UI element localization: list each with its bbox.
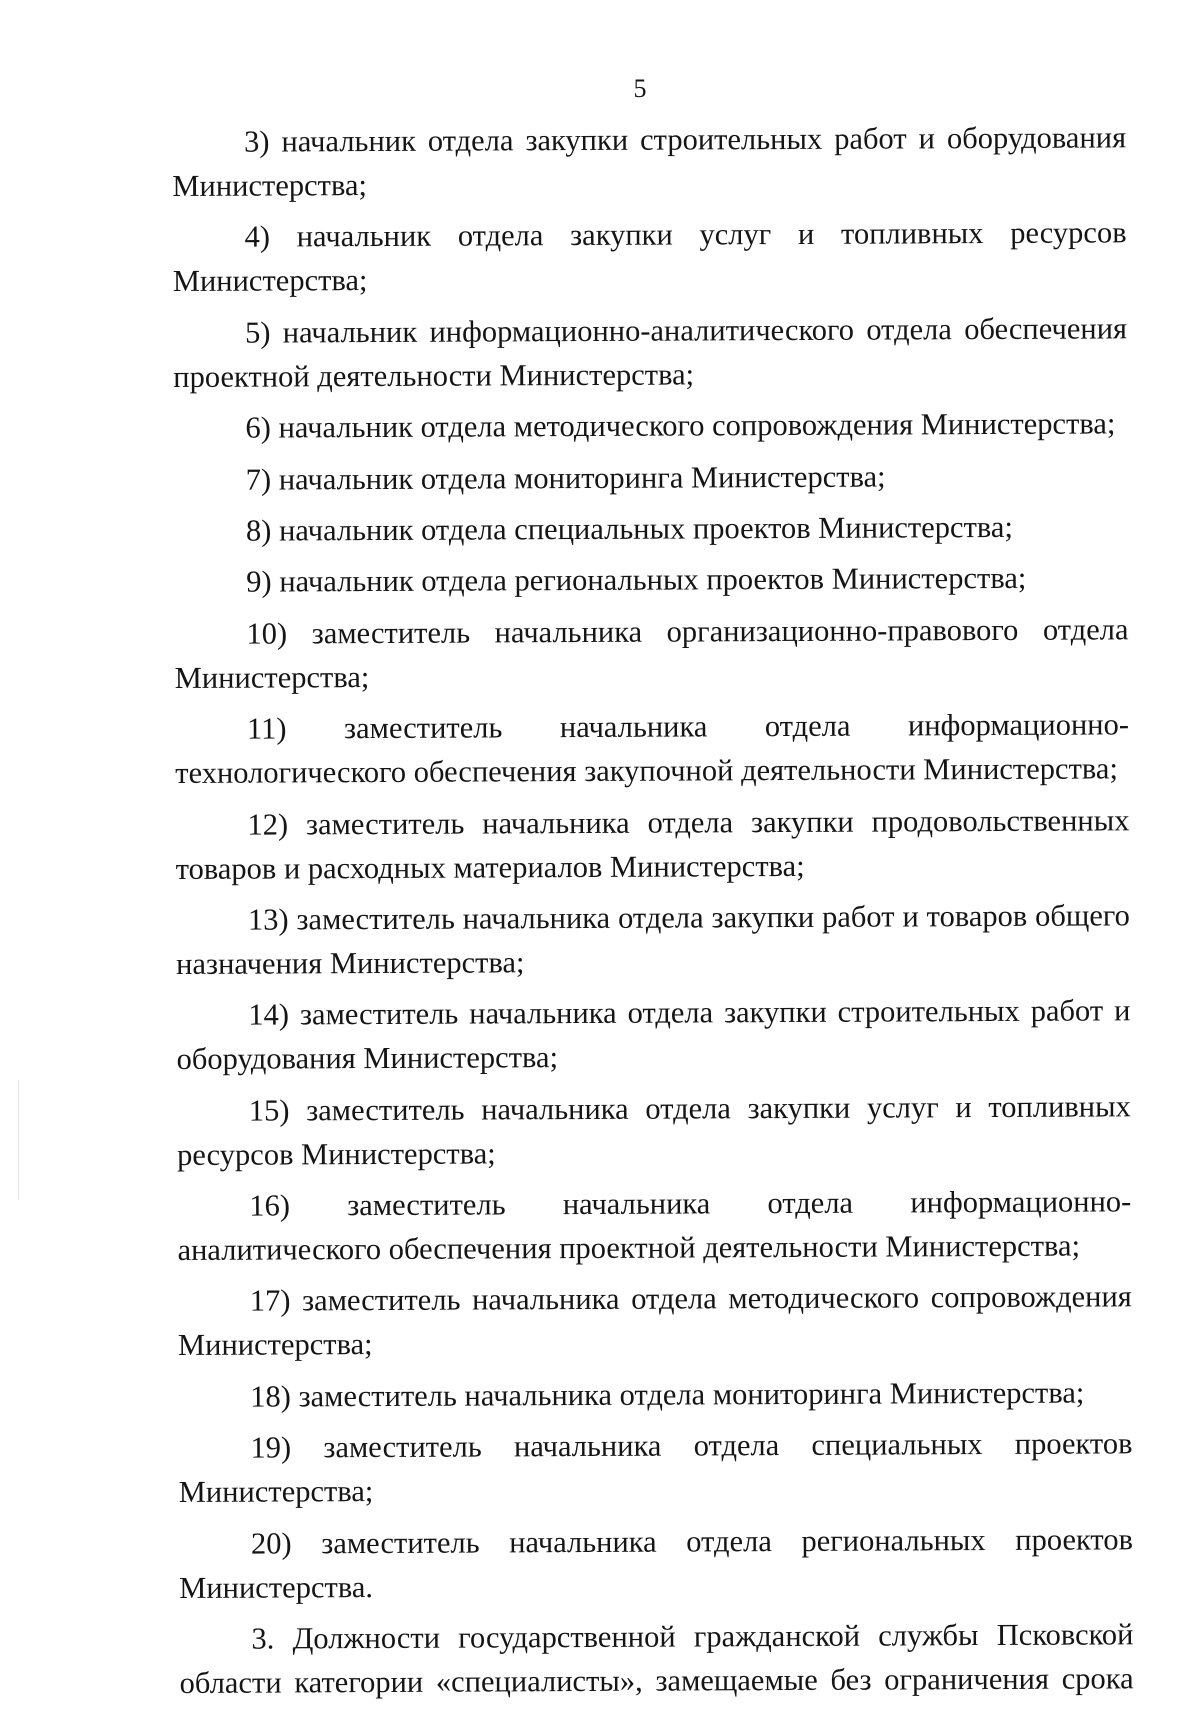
list-item: 4) начальник отдела закупки услуг и топливных ресурсов Министерства;	[172, 215, 1127, 299]
list-item: 17) заместитель начальника отдела методического сопровождения Министерства;	[177, 1279, 1132, 1363]
list-item: 10) заместитель начальника организационно-правового отдела Министерства;	[174, 612, 1129, 695]
list-item: 14) заместитель начальника отдела закупки строительных работ и оборудования Министерства;	[176, 993, 1131, 1077]
list-item: 16) заместитель начальника отдела информационно-аналитического обеспечения проектной деятельности Министерства;	[177, 1184, 1132, 1268]
list-item: 9) начальник отдела региональных проектов Министерства;	[246, 561, 1027, 599]
list-item: 12) заместитель начальника отдела закупки продовольственных товаров и расходных материалов Министерства;	[175, 802, 1130, 886]
list-item: 19) заместитель начальника отдела специальных проектов Министерства;	[178, 1426, 1133, 1510]
page-number: 5	[633, 74, 647, 103]
scan-margin-shadow	[18, 1080, 19, 1200]
list-item: 3) начальник отдела закупки строительных работ и оборудования Министерства;	[172, 120, 1127, 203]
list-item: 15) заместитель начальника отдела закупки услуг и топливных ресурсов Министерства;	[176, 1089, 1131, 1172]
list-item: 18) заместитель начальника отдела мониторинга Министерства;	[250, 1375, 1085, 1414]
list-item: 20) заместитель начальника отдела региональных проектов Министерства.	[179, 1521, 1134, 1605]
list-item: 5) начальник информационно-аналитического отдела обеспечения проектной деятельности Министерства;	[173, 311, 1128, 394]
list-item: 11) заместитель начальника отдела информационно-технологического обеспечения закупочной деятельности Министерства;	[175, 707, 1130, 791]
list-item: 13) заместитель начальника отдела закупки работ и товаров общего назначения Министерства;	[176, 898, 1130, 981]
document-body	[172, 115, 1134, 1712]
list-item: 6) начальник отдела методического сопровождения Министерства;	[245, 406, 1116, 445]
section-paragraph: 3. Должности государственной гражданской службы Псковской области категории «специалисты», замещаемые без ограничения срока	[179, 1617, 1134, 1701]
list-item: 7) начальник отдела мониторинга Министерства;	[245, 459, 886, 497]
list-item: 8) начальник отдела специальных проектов Министерства;	[245, 509, 1013, 548]
